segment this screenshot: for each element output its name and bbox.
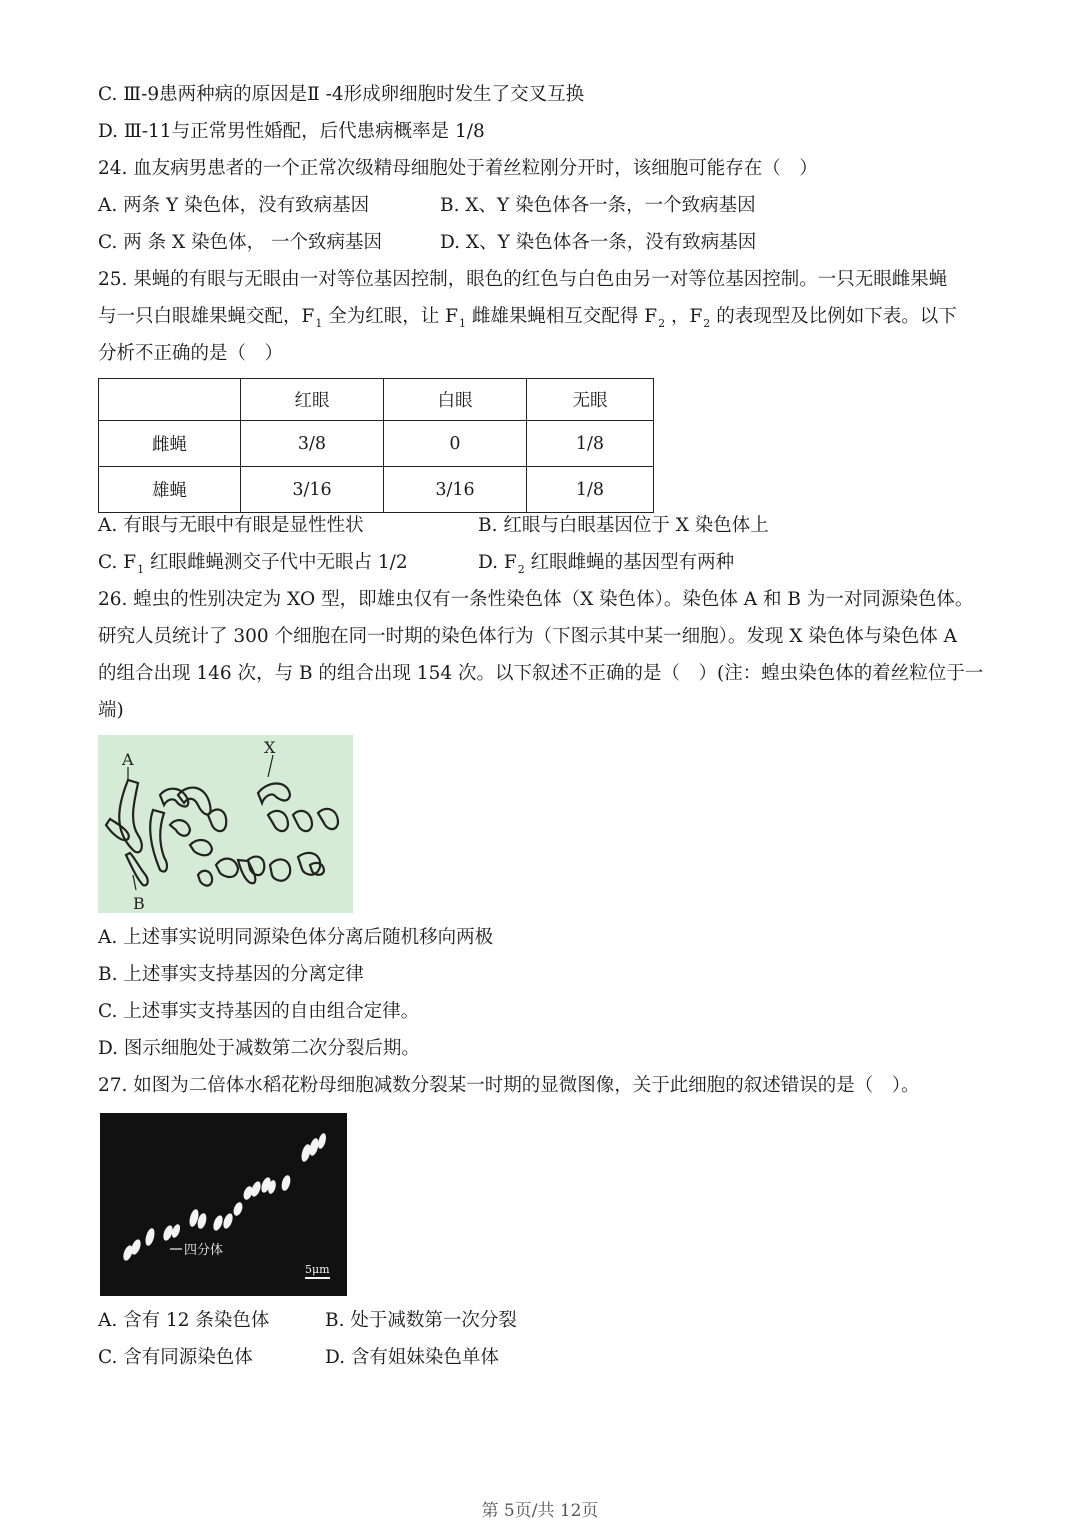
q27-option-b: B. 处于减数第一次分裂 — [325, 1310, 517, 1331]
label-b: B — [133, 894, 145, 913]
table-cell: 雌蝇 — [99, 421, 241, 467]
table-cell: 0 — [384, 421, 527, 467]
q26-option-d: D. 图示细胞处于减数第二次分裂后期。 — [98, 1038, 420, 1059]
q25-stem-line1: 25. 果蝇的有眼与无眼由一对等位基因控制，眼色的红色与白色由另一对等位基因控制。一只无眼雌果蝇 — [98, 269, 948, 290]
q26-option-c: C. 上述事实支持基因的自由组合定律。 — [98, 1001, 420, 1022]
q25-d-text: 红眼雌蝇的基因型有两种 — [530, 552, 735, 573]
tetrad-label: 四分体 — [184, 1243, 224, 1258]
chromosome-drawing — [98, 735, 353, 913]
q25-option-c — [98, 550, 408, 583]
q25-c-prefix: C. F — [98, 552, 137, 573]
q26-stem-line1: 26. 蝗虫的性别决定为 XO 型，即雄虫仅有一条性染色体（X 染色体）。染色体 A 和 B 为一对同源染色体。 — [98, 589, 974, 610]
q27-option-a: A. 含有 12 条染色体 — [98, 1310, 270, 1331]
label-a: A — [122, 750, 134, 769]
q25-option-b: B. 红眼与白眼基因位于 X 染色体上 — [478, 515, 769, 536]
subscript: 1 — [458, 317, 466, 330]
table-cell: 1/8 — [527, 421, 654, 467]
table-header-cell: 白眼 — [384, 379, 527, 421]
page-footer: 第 5页/共 12页 — [481, 1501, 599, 1521]
table-row — [99, 467, 654, 513]
table-cell: 1/8 — [527, 467, 654, 513]
q27-option-c: C. 含有同源染色体 — [98, 1347, 253, 1368]
table-header-row — [99, 379, 654, 421]
q26-option-a: A. 上述事实说明同源染色体分离后随机移向两极 — [98, 927, 494, 948]
table-cell: 雄蝇 — [99, 467, 241, 513]
q23-option-d: D. Ⅲ-11与正常男性婚配，后代患病概率是 1/8 — [98, 121, 485, 142]
q25-text: ，F — [670, 306, 703, 327]
q24-option-c: C. 两 条 X 染色体， 一个致病基因 — [98, 232, 382, 253]
q25-d-prefix: D. F — [478, 552, 517, 573]
q24-option-b: B. X、Y 染色体各一条，一个致病基因 — [440, 195, 756, 216]
q27-stem: 27. 如图为二倍体水稻花粉母细胞减数分裂某一时期的显微图像，关于此细胞的叙述错误的是（ ）。 — [98, 1075, 920, 1096]
table-cell: 3/16 — [384, 467, 527, 513]
scale-label: 5μm — [305, 1263, 330, 1276]
q25-option-a: A. 有眼与无眼中有眼是显性性状 — [98, 515, 364, 536]
table-cell: 3/16 — [241, 467, 384, 513]
q26-stem-line2: 研究人员统计了 300 个细胞在同一时期的染色体行为（下图示其中某一细胞）。发现 X 染色体与染色体 A — [98, 626, 957, 647]
subscript: 2 — [517, 563, 525, 576]
q27-option-d: D. 含有姐妹染色单体 — [325, 1347, 499, 1368]
subscript: 2 — [658, 317, 666, 330]
q26-stem-line4: 端) — [98, 700, 124, 721]
q24-stem: 24. 血友病男患者的一个正常次级精母细胞处于着丝粒刚分开时，该细胞可能存在（ ） — [98, 158, 818, 179]
q25-c-text: 红眼雌蝇测交子代中无眼占 1/2 — [149, 552, 408, 573]
q25-text: 的表现型及比例如下表。以下 — [716, 306, 957, 327]
table-cell: 3/8 — [241, 421, 384, 467]
subscript: 1 — [315, 317, 323, 330]
q26-option-b: B. 上述事实支持基因的分离定律 — [98, 964, 364, 985]
q23-option-c: C. Ⅲ-9患两种病的原因是Ⅱ -4形成卵细胞时发生了交叉互换 — [98, 84, 585, 105]
label-x: X — [264, 738, 276, 757]
q24-option-d: D. X、Y 染色体各一条，没有致病基因 — [440, 232, 757, 253]
q26-stem-line3: 的组合出现 146 次，与 B 的组合出现 154 次。以下叙述不正确的是（ ）(注：蝗虫染色体的着丝粒位于一 — [98, 663, 984, 684]
subscript: 2 — [703, 317, 711, 330]
chromosome-figure — [98, 735, 353, 913]
table-header-cell: 红眼 — [241, 379, 384, 421]
table-row — [99, 421, 654, 467]
table-header-cell: 无眼 — [527, 379, 654, 421]
q25-text: 全为红眼，让 F — [328, 306, 458, 327]
micrograph-figure — [100, 1113, 347, 1296]
micrograph-drawing — [100, 1113, 347, 1296]
q25-text: 与一只白眼雄果蝇交配，F — [98, 306, 315, 327]
phenotype-table — [98, 378, 654, 513]
q25-option-d — [478, 550, 734, 583]
q25-stem-line2 — [98, 304, 957, 337]
table-header-cell — [99, 379, 241, 421]
subscript: 1 — [137, 563, 145, 576]
q25-text: 雌雄果蝇相互交配得 F — [471, 306, 658, 327]
q24-option-a: A. 两条 Y 染色体，没有致病基因 — [98, 195, 370, 216]
q25-stem-line3: 分析不正确的是（ ） — [98, 343, 284, 364]
